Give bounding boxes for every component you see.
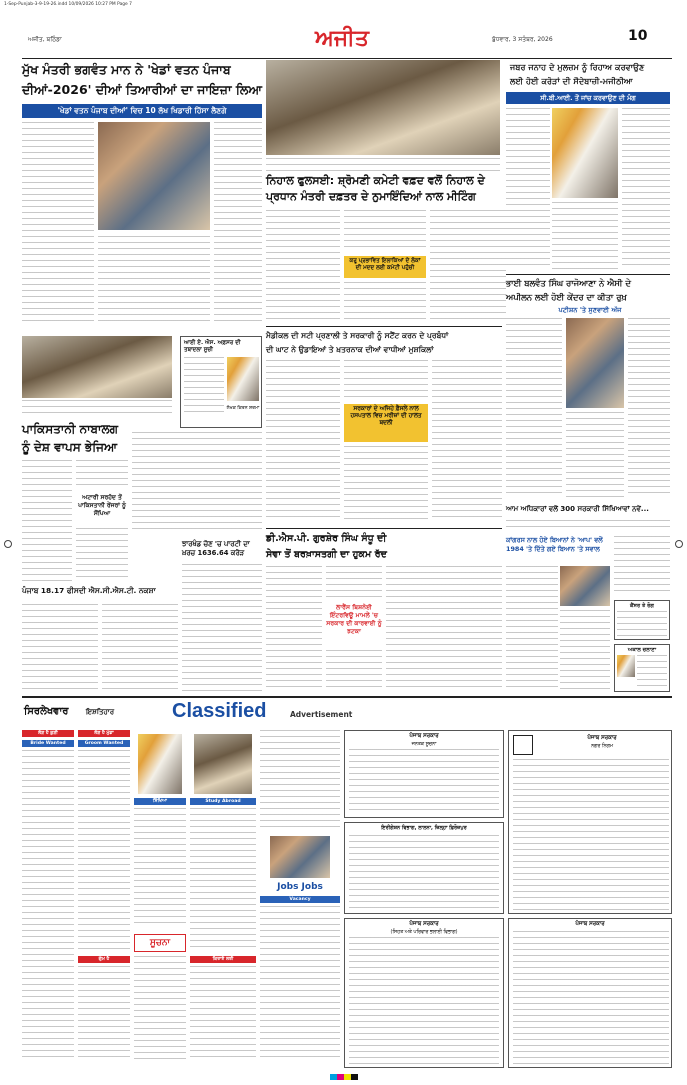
meeting-headline-1: ਨਿਹਾਲ ਫੁਲਸਈ: ਸ਼੍ਰੋਮਣੀ ਕਮੇਟੀ ਵਫ਼ਦ ਵਲੋਂ ਨਿਹਾਲ ਦੇ bbox=[266, 174, 485, 187]
classified-title: Classified bbox=[172, 700, 267, 722]
small-box-2-text bbox=[637, 655, 667, 689]
govt-ad-3 bbox=[344, 918, 504, 1068]
fund-sub: ਪੰਜਾਬ 18.17 ਫੀਸਦੀ ਐਸ.ਸੀ.ਐਸ.ਟੀ. ਨਕਸ਼ਾ bbox=[22, 586, 156, 595]
lead-column-1 bbox=[22, 122, 94, 322]
classified-sub: Advertisement bbox=[290, 710, 353, 719]
meeting-pullquote: ਕਰੂ ਪ੍ਰਭਾਵਿਤ ਇਲਾਕਿਆਂ ਦੇ ਲੋਕਾਂ ਦੀ ਮਦਦ ਲਈ ਕਮੇਟੀ ਪਹੁੰਚੀ bbox=[344, 256, 426, 278]
column-box-photo bbox=[227, 357, 259, 401]
govt-ad-4 bbox=[508, 918, 672, 1068]
pak-headline-1: ਪਾਕਿਸਤਾਨੀ ਨਾਬਾਲਗ bbox=[22, 422, 118, 436]
page-number: 10 bbox=[628, 28, 648, 44]
rajoana-headline-2: ਅਪੀਲਨ ਲਈ ਹੋਈ ਕੇਂਦਰ ਦਾ ਕੀਤਾ ਰੁਖ਼ bbox=[506, 292, 627, 302]
medical-col-1 bbox=[266, 360, 340, 520]
govt-ad-3-text bbox=[349, 937, 499, 1065]
school-col-2 bbox=[614, 536, 670, 596]
govt-ad-3-title: ਪੰਜਾਬ ਸਰਕਾਰ bbox=[409, 921, 439, 927]
left-brief-col-2 bbox=[102, 604, 178, 692]
right-top-col-2 bbox=[552, 202, 618, 270]
cat-rent: ਕਿਰਾਏ ਲਈ bbox=[190, 956, 256, 963]
pak-photo bbox=[22, 336, 172, 398]
govt-ad-1-text bbox=[349, 749, 499, 815]
classified-header bbox=[22, 700, 353, 728]
registration-mark-right bbox=[675, 540, 683, 548]
aap-col-2 bbox=[560, 610, 610, 690]
classified-col-2-ads bbox=[78, 750, 130, 950]
govt-ad-2 bbox=[508, 730, 672, 914]
header-rule bbox=[22, 58, 672, 59]
small-box-2 bbox=[614, 644, 670, 692]
meeting-col-2 bbox=[344, 210, 426, 252]
govt-ad-2-title: ਪੰਜਾਬ ਸਰਕਾਰ bbox=[587, 735, 617, 741]
small-box-2-photo bbox=[617, 655, 635, 677]
classified-label-pa: ਸਿਰਲੇਖਵਾਰ bbox=[24, 706, 69, 717]
classified-col-1-ads bbox=[22, 750, 74, 1060]
column-box-text bbox=[184, 357, 224, 417]
classified-col-3-notice bbox=[134, 956, 186, 1060]
dsp-rule bbox=[266, 528, 502, 529]
issue-date: ਬੁੱਧਵਾਰ, 3 ਸਤੰਬਰ, 2026 bbox=[492, 36, 553, 43]
govt-ad-3-sub: (ਸਿਹਤ ਅਤੇ ਪਰਿਵਾਰ ਭਲਾਈ ਵਿਭਾਗ) bbox=[390, 930, 458, 935]
govt-ad-1 bbox=[344, 730, 504, 818]
lead-column-2 bbox=[98, 236, 210, 322]
lead-story bbox=[22, 60, 262, 330]
lead-kicker: 'ਖੇਡਾਂ ਵਤਨ ਪੰਜਾਬ ਦੀਆਂ' ਵਿਚ 10 ਲੱਖ ਖਿਡਾਰੀ ਹਿੱਸਾ ਲੈਣਗੇ bbox=[22, 104, 262, 118]
dsp-col-2b bbox=[326, 650, 382, 692]
masthead: ਅਜੀਤ bbox=[315, 26, 369, 51]
govt-ad-1-sub: ਜਨਤਕ ਸੂਚਨਾ bbox=[411, 742, 437, 747]
medical-rule bbox=[266, 326, 502, 327]
rajoana-col-2 bbox=[566, 412, 624, 498]
govt-ad-4-text bbox=[513, 931, 669, 1065]
page-header bbox=[22, 26, 672, 62]
meeting-col-1 bbox=[266, 210, 340, 322]
aap-photo bbox=[560, 566, 610, 606]
rajoana-kicker: ਪਟੀਸ਼ਨ 'ਤੇ ਸੁਣਵਾਈ ਅੱਜ bbox=[558, 306, 622, 314]
column-box-body bbox=[132, 432, 262, 532]
classified-col-4-rent bbox=[190, 966, 256, 1060]
right-top-col-3 bbox=[622, 108, 670, 270]
medical-headline-2: ਦੀ ਘਾਟ ਨੇ ਉਡਾਇਆਂ ਤੇ ਖ਼ਤਰਨਾਕ ਦੀਆਂ ਵਾਧੀਆਂ ਮੁਸ਼ਕਿਲਾਂ bbox=[266, 345, 434, 354]
right-top-photo bbox=[552, 108, 618, 198]
cat-lost: ਗੁੰਮ ਹੈ bbox=[78, 956, 130, 963]
column-box-byline: ਲੇਖਕ ਕਿਰਨ ਸ਼ਰਮਾ bbox=[226, 406, 260, 411]
pak-col-2b bbox=[76, 528, 128, 582]
education-graphic bbox=[138, 734, 182, 794]
cat-education: ਸਿੱਖਿਆ bbox=[134, 798, 186, 805]
meeting-col-2b bbox=[344, 282, 426, 322]
meeting-headline-2: ਪ੍ਰਧਾਨ ਮੰਤਰੀ ਦਫ਼ਤਰ ਦੇ ਨੁਮਾਇੰਦਿਆਂ ਨਾਲ ਮੀਟਿੰਗ bbox=[266, 190, 476, 203]
cat-jobs: Jobs Jobs bbox=[277, 882, 323, 892]
study-graphic bbox=[194, 734, 252, 794]
column-box bbox=[180, 336, 262, 428]
dsp-col-1 bbox=[266, 566, 322, 692]
dsp-col-3 bbox=[386, 566, 502, 692]
cat-groom-wanted: Groom Wanted bbox=[78, 740, 130, 747]
classified-col-5-ads bbox=[260, 730, 340, 830]
cat-vacancy: Vacancy bbox=[260, 896, 340, 903]
lead-headline-1: ਮੁੱਖ ਮੰਤਰੀ ਭਗਵੰਤ ਮਾਨ ਨੇ 'ਖੇਡਾਂ ਵਤਨ ਪੰਜਾਬ bbox=[22, 62, 231, 77]
meeting-col-3 bbox=[430, 210, 506, 322]
rajoana-headline-1: ਭਾਈ ਬਲਵੰਤ ਸਿੰਘ ਰਾਜੋਆਣਾ ਨੇ ਐਸੀ ਦੇ bbox=[506, 278, 631, 288]
medical-col-2a bbox=[344, 360, 428, 400]
pak-col-2a bbox=[76, 460, 128, 490]
cat-bride-wanted: Bride Wanted bbox=[22, 740, 74, 747]
cat-suchna: ਸੂਚਨਾ bbox=[134, 934, 186, 952]
school-headline: ਆਮ ਅਧਿਕਾਰਾਂ ਵਲੋਂ 300 ਸਰਕਾਰੀ ਸਿੱਖਿਆਵਾਂ ਨਵੇਂ... bbox=[506, 505, 649, 513]
dsp-side: ਲਾਰੈਂਸ ਬਿਸ਼ਨੋਈ ਇੰਟਰਵਿਊ ਮਾਮਲੇ 'ਚ ਸਰਕਾਰ ਦੀ ਕਾਰਵਾਈ ਨੂੰ ਝਟਕਾ bbox=[326, 604, 382, 635]
govt-ad-5-text bbox=[349, 835, 499, 911]
fund-col bbox=[182, 564, 262, 692]
classified-col-5-jobs bbox=[260, 906, 340, 1060]
lead-photo bbox=[98, 122, 210, 230]
cat-study-abroad: Study Abroad bbox=[190, 798, 256, 805]
small-box-1-title: ਕੈਂਸਰ ਤੇ ਰੋਗ bbox=[630, 603, 654, 609]
lead-headline-2: ਦੀਆਂ-2026' ਦੀਆਂ ਤਿਆਰੀਆਂ ਦਾ ਜਾਇਜ਼ਾ ਲਿਆ bbox=[22, 82, 262, 97]
small-box-1-text bbox=[617, 611, 667, 637]
meeting-photo bbox=[266, 60, 500, 155]
classified-rule bbox=[22, 696, 672, 698]
medical-headline-1: ਮੈਡੀਕਲ ਦੀ ਸਟੀ ਪ੍ਰਣਾਲੀ ਤੇ ਸਰਕਾਰੀ ਨੂੰ ਸਟੈਂਟ ਕਰਨ ਦੇ ਪ੍ਰਬੰਧਾਂ bbox=[266, 331, 449, 340]
meeting-caption bbox=[266, 158, 500, 172]
school-col bbox=[506, 520, 670, 532]
rajoana-col-1 bbox=[506, 318, 562, 498]
color-bar bbox=[330, 1074, 358, 1080]
govt-ad-2-sub: ਨਗਰ ਨਿਗਮ bbox=[591, 744, 613, 749]
registration-mark-left bbox=[4, 540, 12, 548]
right-top-headline-2: ਲਈ ਹੋਈ ਕਰੋੜਾਂ ਦੀ ਸੌਦੇਬਾਜ਼ੀ-ਮਜੀਠੀਆ bbox=[510, 76, 633, 86]
pak-headline-2: ਨੂੰ ਦੇਸ਼ ਵਾਪਸ ਭੇਜਿਆ bbox=[22, 440, 118, 454]
cat-bride-heading: ਲੋੜ ਹੈ ਕੁੜੀ bbox=[22, 730, 74, 737]
aap-headline: ਕਾਂਗਰਸ ਨਾਲ ਹੋਏ ਬਿਆਨਾਂ ਨੇ 'ਆਪ' ਵਲੋਂ 1984 'ਤੇ ਦਿੱਤੇ ਗਏ ਬਿਆਨ 'ਤੇ ਸਵਾਲ bbox=[506, 536, 603, 553]
right-top-kicker: ਸੀ.ਬੀ.ਆਈ. ਤੋਂ ਜਾਂਚ ਕਰਵਾਉਣ ਦੀ ਮੰਗ bbox=[506, 92, 670, 104]
lead-column-3 bbox=[214, 122, 262, 322]
medical-col-3 bbox=[432, 360, 502, 520]
govt-emblem-icon bbox=[513, 735, 533, 755]
aap-col-1 bbox=[506, 566, 558, 690]
classified-col-5 bbox=[260, 730, 340, 1070]
classified-col-3 bbox=[134, 730, 186, 1070]
medical-col-2b bbox=[344, 446, 428, 520]
edition-label: ਅਜੀਤ, ਬਠਿੰਡਾ bbox=[28, 36, 62, 43]
right-top-headline-1: ਜਬਰ ਜਨਾਹ ਦੇ ਮੁਲਜ਼ਮ ਨੂੰ ਰਿਹਾਅ ਕਰਵਾਉਣ bbox=[510, 62, 645, 72]
left-brief-col-1 bbox=[22, 604, 98, 692]
classified-col-2 bbox=[78, 730, 130, 1070]
dsp-headline-1: ਡੀ.ਐਸ.ਪੀ. ਗੁਰਸ਼ੇਰ ਸਿੰਘ ਸੰਧੂ ਦੀ bbox=[266, 533, 387, 544]
classified-col-2-lost bbox=[78, 966, 130, 1060]
govt-ad-2-text bbox=[513, 759, 669, 911]
govt-ad-5 bbox=[344, 822, 504, 914]
fund-headline: ਝਾਰਖੰਡ ਚੋਣ 'ਚ ਪਾਰਟੀ ਦਾ ਖ਼ਰਚ 1636.64 ਕਰੋੜ bbox=[182, 540, 250, 557]
rajoana-col-3 bbox=[628, 318, 670, 498]
rajoana-photo bbox=[566, 318, 624, 408]
pak-caption bbox=[22, 400, 172, 418]
rajoana-rule bbox=[506, 274, 670, 275]
print-slug: 1-Sep-Punjab-3-9-19-26.indd 10/09/2026 10:27 PM Page 7 bbox=[4, 2, 132, 7]
govt-ad-5-title: ਇਰੀਗੇਸ਼ਨ ਵਿਭਾਗ, ਲਾਲਨਾ, ਜ਼ਿਲ੍ਹਾ ਫ਼ਿਰੋਜ਼ਪੁਰ bbox=[381, 825, 467, 831]
pak-sub: ਅਟਾਰੀ ਸਰਹੱਦ ਤੋਂ ਪਾਕਿਸਤਾਨੀ ਰੇਂਜਰਾਂ ਨੂੰ ਸੌਂਪਿਆ bbox=[78, 494, 126, 517]
classified-col-1 bbox=[22, 730, 74, 1070]
column-box-title: ਆਈ ਏ. ਐਸ. ਅਫ਼ਸਰ ਦੀ ਤਬਾਦਲਾ ਸੂਚੀ bbox=[184, 340, 241, 353]
pak-col-1 bbox=[22, 460, 72, 582]
classified-col-4-ads bbox=[190, 808, 256, 948]
jobs-graphic bbox=[270, 836, 330, 878]
medical-pullquote: ਸਰਕਾਰਾਂ ਦੇ ਅਜਿਹੇ ਫ਼ੈਸਲੇ ਨਾਲ ਹਸਪਤਾਲ ਵਿਚ ਮਰੀਜ਼ਾਂ ਦੀ ਹਾਲਤ ਬਦਲੀ bbox=[344, 404, 428, 442]
classified-col-3-ads bbox=[134, 808, 186, 928]
dsp-headline-2: ਸੇਵਾ ਤੋਂ ਬਰਖ਼ਾਸਤਗੀ ਦਾ ਹੁਕਮ ਰੱਦ bbox=[266, 549, 387, 560]
classified-col-4 bbox=[190, 730, 256, 1070]
dsp-col-2a bbox=[326, 566, 382, 600]
small-box-2-title: ਅਕਾਲ ਚਲਾਣਾ bbox=[627, 647, 657, 653]
classified-label-pa-2: ਇਸ਼ਤਿਹਾਰ bbox=[86, 708, 115, 716]
right-top-col-1 bbox=[506, 108, 550, 270]
small-box-1 bbox=[614, 600, 670, 640]
govt-ad-4-title: ਪੰਜਾਬ ਸਰਕਾਰ bbox=[575, 921, 605, 927]
govt-ad-1-title: ਪੰਜਾਬ ਸਰਕਾਰ bbox=[409, 733, 439, 739]
cat-groom-heading: ਲੋੜ ਹੈ ਮੁੰਡਾ bbox=[78, 730, 130, 737]
